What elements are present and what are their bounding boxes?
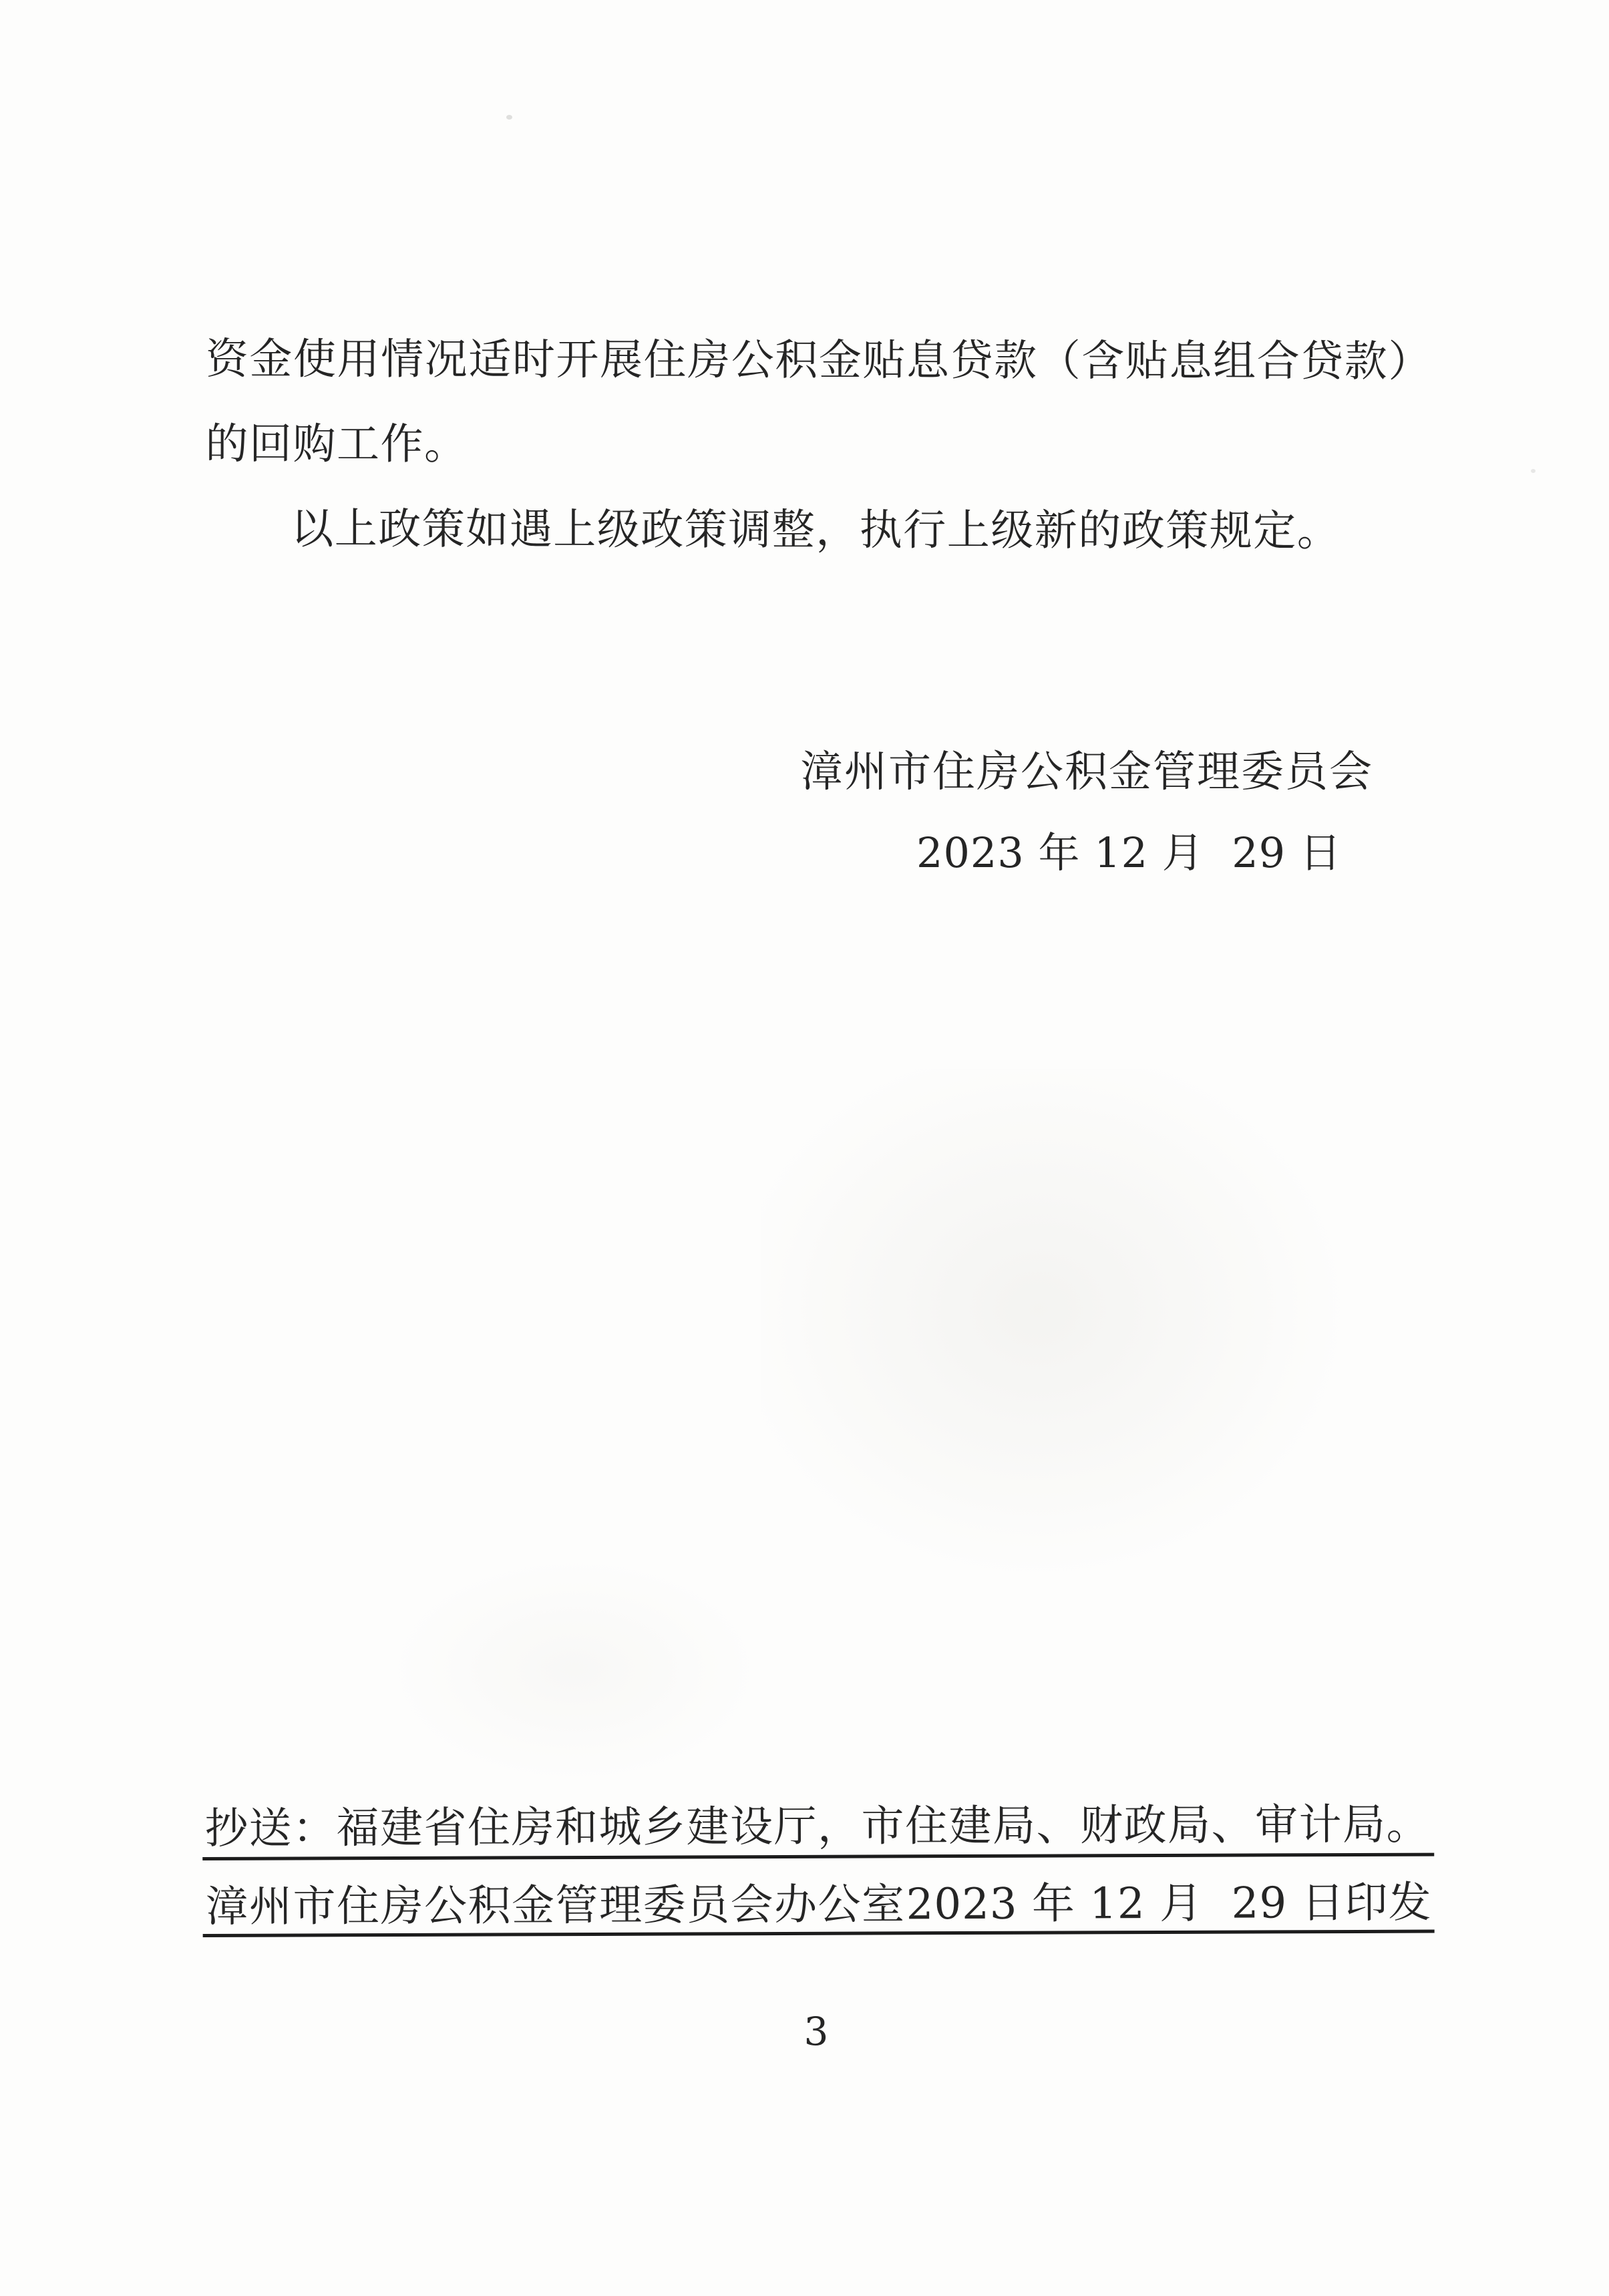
signature-issuer: 漳州市住房公积金管理委员会 bbox=[800, 748, 1373, 797]
scan-smudge bbox=[387, 1556, 761, 1784]
scan-speck bbox=[1531, 469, 1536, 473]
page-number: 3 bbox=[803, 2009, 829, 2054]
footer-block bbox=[202, 1800, 1435, 1937]
scan-speck bbox=[506, 115, 512, 120]
paragraph-policy-note: 以上政策如遇上级政策调整，执行上级新的政策规定。 bbox=[291, 504, 1341, 556]
scan-smudge bbox=[761, 1069, 1376, 1603]
footer-office-line bbox=[202, 1878, 1434, 1932]
main-paragraphs bbox=[205, 317, 1432, 575]
signature-date: 2023 年 12 月 29 日 bbox=[916, 828, 1342, 877]
paragraph-continuation: 资金使用情况适时开展住房公积金贴息贷款（含贴息组合贷款）的回购工作。 bbox=[205, 334, 1432, 470]
cc-line: 抄送：福建省住房和城乡建设厅，市住建局、财政局、审计局。 bbox=[204, 1800, 1431, 1854]
footer-print-date: 2023 年 12 月 29 日印发 bbox=[906, 1878, 1432, 1930]
footer-divider-top bbox=[202, 1853, 1434, 1860]
footer-office: 漳州市住房公积金管理委员会办公室 bbox=[205, 1880, 906, 1932]
